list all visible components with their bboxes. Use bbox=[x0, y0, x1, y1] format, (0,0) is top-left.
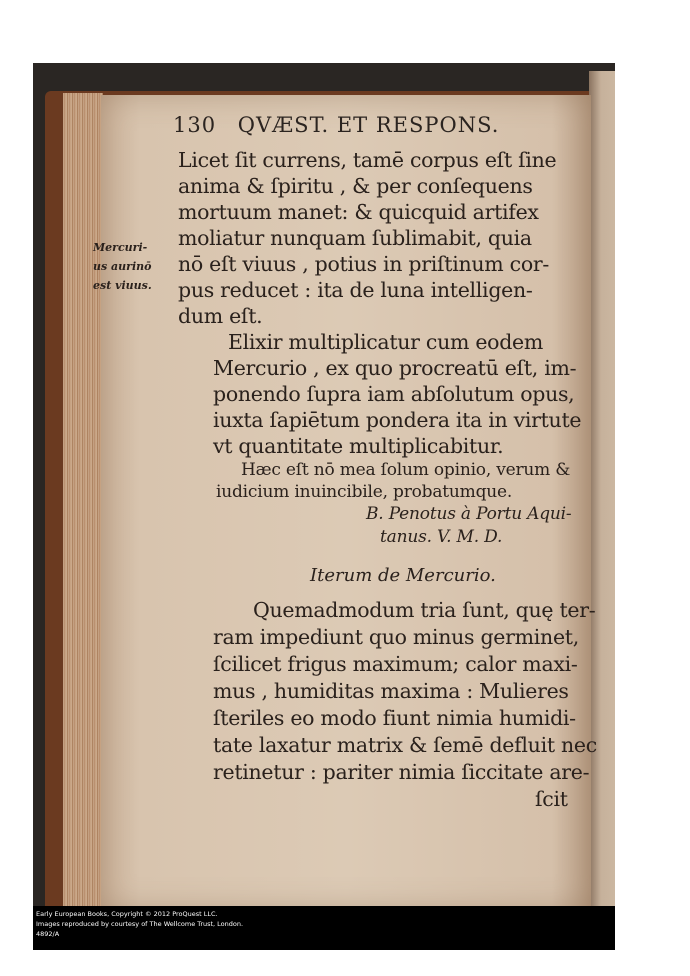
text-line: mus , humiditas maxima : Mulieres bbox=[213, 679, 569, 703]
copyright-footer bbox=[33, 906, 615, 950]
text-line: retinetur : pariter nimia ſiccitate are- bbox=[213, 760, 590, 784]
facing-page-edge bbox=[589, 71, 615, 931]
text-line: ſteriles eo modo fiunt nimia humidi- bbox=[213, 706, 576, 730]
footer-line: Images reproduced by courtesy of The Wellcome Trust, London. bbox=[36, 920, 244, 928]
footer-line: 4892/A bbox=[36, 930, 60, 938]
margin-note-line: us aurinō bbox=[93, 260, 152, 273]
text-line: dum eſt. bbox=[178, 304, 263, 328]
text-line: Licet ſit currens, tamē corpus eſt ſine bbox=[178, 148, 557, 172]
text-line: pus reducet : ita de luna intelligen- bbox=[178, 278, 533, 302]
text-line: anima & ſpiritu , & per conſequens bbox=[178, 174, 533, 198]
footer-line: Early European Books, Copyright © 2012 ProQuest LLC. bbox=[36, 910, 218, 918]
text-line: Elixir multiplicatur cum eodem bbox=[228, 330, 544, 354]
text-line: iudicium inuincibile, probatumque. bbox=[216, 482, 513, 502]
margin-note bbox=[93, 238, 173, 295]
signature-line: B. Penotus à Portu Aqui- bbox=[366, 504, 572, 524]
page-number: 130 bbox=[173, 113, 217, 137]
section-heading: Iterum de Mercurio. bbox=[310, 565, 496, 586]
page-edges bbox=[63, 93, 103, 915]
signature-line: tanus. V. M. D. bbox=[380, 527, 503, 547]
text-line: ram impediunt quo minus germinet, bbox=[213, 625, 579, 649]
text-line: moliatur nunquam ſublimabit, quia bbox=[178, 226, 532, 250]
text-line: mortuum manet: & quicquid artifex bbox=[178, 200, 539, 224]
scanned-book-image bbox=[33, 63, 615, 950]
catchword: ſcit bbox=[535, 787, 568, 811]
running-title: QVÆST. ET RESPONS. bbox=[237, 113, 500, 137]
text-line: nō eſt viuus , potius in priſtinum cor- bbox=[178, 252, 549, 276]
margin-note-line: Mercuri- bbox=[93, 241, 148, 254]
text-line: iuxta ſapiētum pondera ita in virtute bbox=[213, 408, 582, 432]
text-line: Hæc eſt nō mea ſolum opinio, verum & bbox=[241, 460, 571, 480]
text-line: Mercurio , ex quo procreatū eſt, im- bbox=[213, 356, 577, 380]
text-line: vt quantitate multiplicabitur. bbox=[213, 434, 504, 458]
text-line: ſcilicet frigus maximum; calor maxi- bbox=[213, 652, 578, 676]
margin-note-line: est viuus. bbox=[93, 279, 152, 292]
text-line: Quemadmodum tria ſunt, quę ter- bbox=[253, 598, 596, 622]
text-line: tate laxatur matrix & ſemē defluit nec bbox=[213, 733, 597, 757]
running-header bbox=[173, 113, 499, 137]
text-line: ponendo ſupra iam abſolutum opus, bbox=[213, 382, 575, 406]
